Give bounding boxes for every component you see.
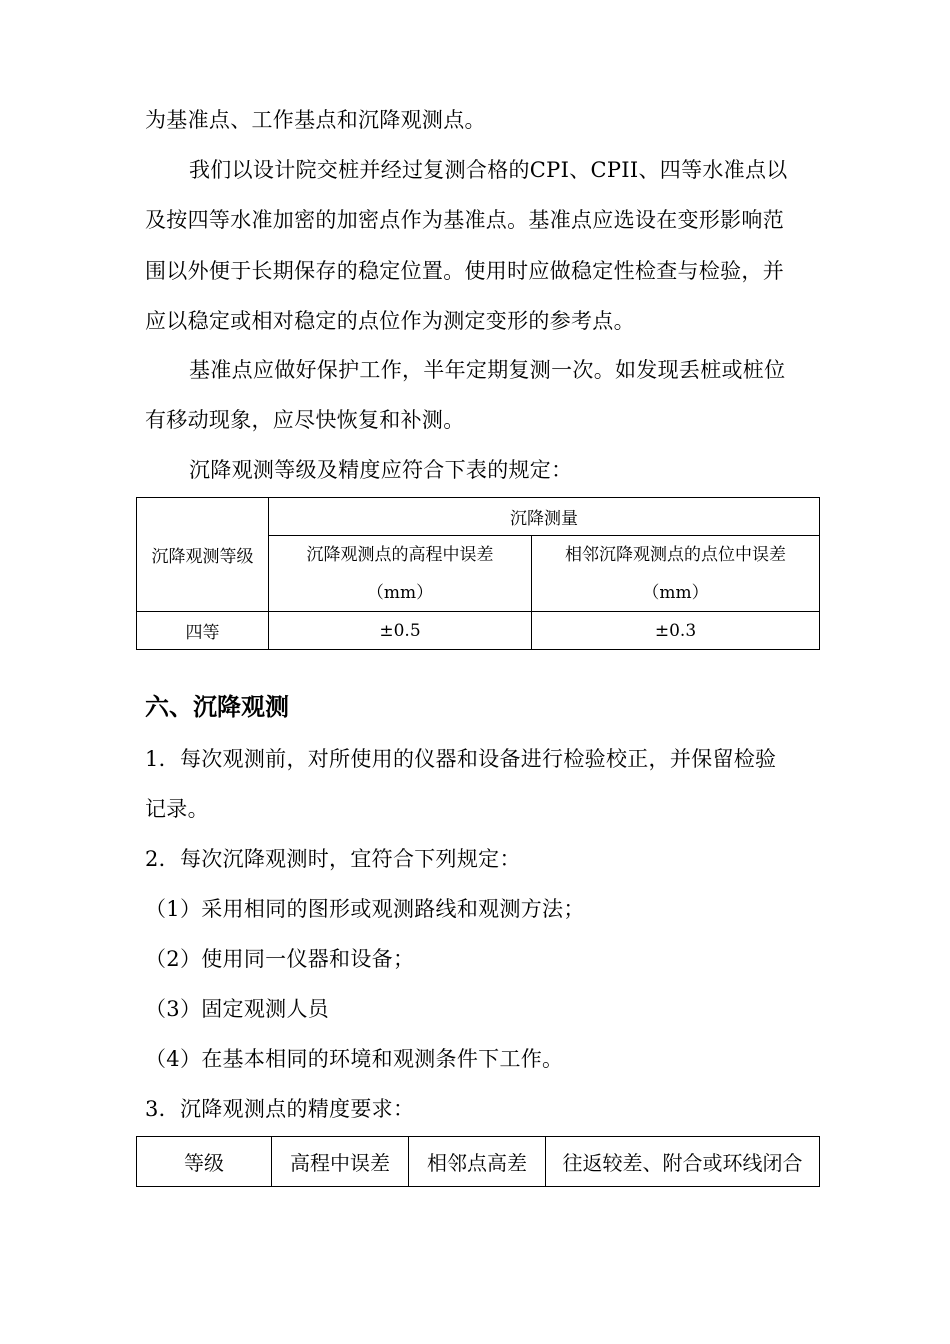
paragraph-line: 我们以设计院交桩并经过复测合格的CPI、CPII、四等水准点以 bbox=[189, 158, 788, 182]
table-cell: 四等 bbox=[137, 612, 269, 650]
header-unit: （mm） bbox=[642, 582, 709, 603]
table-group-header: 沉降测量 bbox=[269, 498, 820, 536]
table-header-cell: 高程中误差 bbox=[272, 1137, 409, 1187]
header-line: 相邻沉降观测点的点位中误差 bbox=[565, 544, 786, 565]
list-item: （2）使用同一仪器和设备； bbox=[145, 947, 415, 971]
table-header-cell: 沉降观测等级 bbox=[137, 498, 269, 612]
table-cell: ±0.5 bbox=[269, 612, 532, 650]
list-item: 2．每次沉降观测时，宜符合下列规定： bbox=[145, 847, 521, 871]
table-row bbox=[137, 1137, 820, 1187]
list-item: 记录。 bbox=[145, 797, 209, 821]
settlement-grade-table bbox=[136, 497, 820, 650]
section-heading: 六、沉降观测 bbox=[145, 693, 289, 721]
table-header-cell bbox=[269, 536, 532, 612]
paragraph-line: 为基准点、工作基点和沉降观测点。 bbox=[145, 108, 486, 132]
table-header-cell bbox=[532, 536, 820, 612]
list-item: 1．每次观测前，对所使用的仪器和设备进行检验校正，并保留检验 bbox=[145, 747, 777, 771]
paragraph-line: 基准点应做好保护工作，半年定期复测一次。如发现丢桩或桩位 bbox=[189, 358, 786, 382]
paragraph-line: 及按四等水准加密的加密点作为基准点。基准点应选设在变形影响范 bbox=[145, 208, 784, 232]
paragraph-line: 沉降观测等级及精度应符合下表的规定： bbox=[189, 458, 573, 482]
precision-table bbox=[136, 1136, 820, 1187]
paragraph-line: 围以外便于长期保存的稳定位置。使用时应做稳定性检查与检验，并 bbox=[145, 259, 784, 283]
table-header-cell: 相邻点高差 bbox=[409, 1137, 546, 1187]
list-item: （1）采用相同的图形或观测路线和观测方法； bbox=[145, 897, 585, 921]
list-item: 3．沉降观测点的精度要求： bbox=[145, 1097, 415, 1121]
paragraph-line: 有移动现象，应尽快恢复和补测。 bbox=[145, 408, 465, 432]
list-item: （3）固定观测人员 bbox=[145, 997, 330, 1021]
table-header-cell: 往返较差、附合或环线闭合 bbox=[546, 1137, 820, 1187]
header-line: 沉降观测点的高程中误差 bbox=[306, 544, 494, 565]
table-header-cell: 等级 bbox=[137, 1137, 272, 1187]
paragraph-line: 应以稳定或相对稳定的点位作为测定变形的参考点。 bbox=[145, 309, 635, 333]
header-unit: （mm） bbox=[366, 582, 434, 603]
table-row bbox=[137, 612, 820, 650]
list-item: （4）在基本相同的环境和观测条件下工作。 bbox=[145, 1047, 564, 1071]
table-cell: ±0.3 bbox=[532, 612, 820, 650]
